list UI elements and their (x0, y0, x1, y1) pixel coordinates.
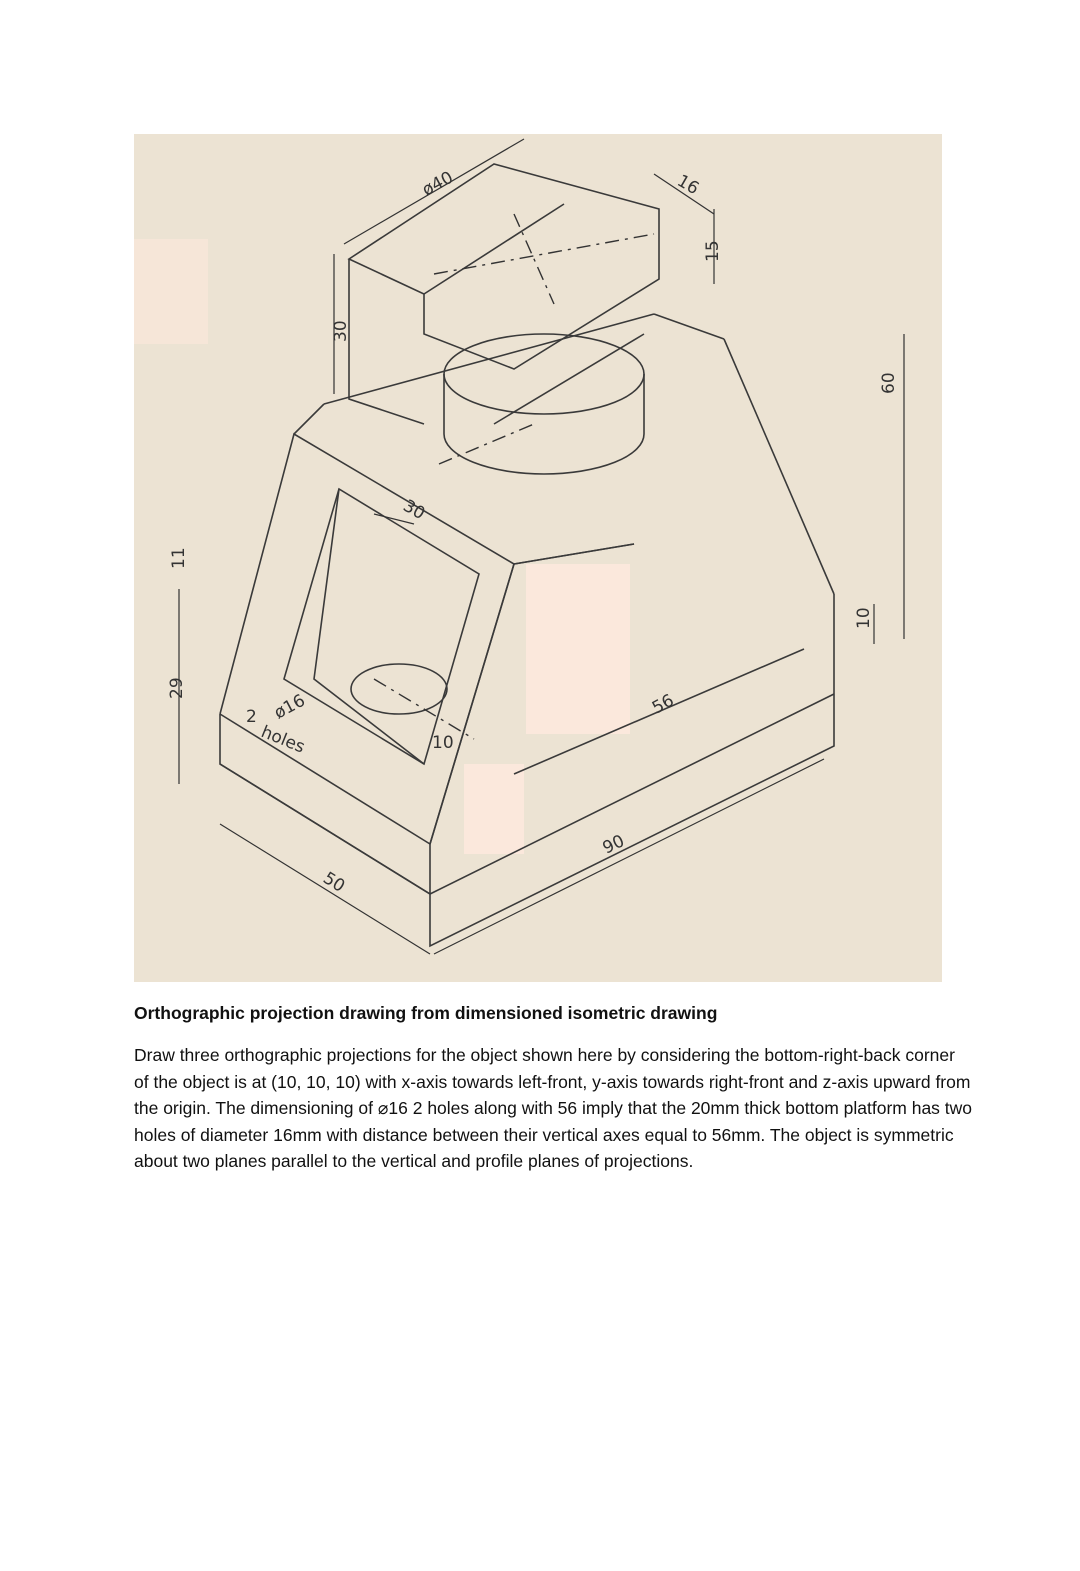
dimension-lines (179, 139, 904, 954)
object-outline (220, 164, 834, 946)
dim-15: 15 (703, 240, 723, 262)
isometric-drawing-figure (134, 134, 942, 982)
holes-count: 2 (246, 707, 257, 727)
dim-50: 50 (319, 868, 349, 897)
dim-29: 29 (167, 677, 187, 699)
blank-patch (464, 764, 524, 854)
dim-30-window: 30 (399, 496, 429, 525)
dim-90: 90 (599, 831, 628, 859)
dim-10-right: 10 (854, 607, 874, 629)
instruction-paragraph: Draw three orthographic projections for the object shown here by considering the bottom-right-back corner of the object is at (10, 10, 10) with x-axis towards left-front, y-axis towards right-front and z-axis upward from the origin. The dimensioning of ⌀16 2 holes along with 56 imply that the 20mm thick bottom platform has two holes of diameter 16mm with distance between their vertical axes equal to 56mm. The object is symmetric about two planes parallel to the vertical and profile planes of projections. (134, 1045, 973, 1171)
dim-10-mid: 10 (432, 733, 454, 753)
holes-word: holes (258, 722, 308, 758)
dim-56: 56 (648, 690, 678, 719)
blank-patch (134, 239, 208, 344)
dim-30-left: 30 (331, 320, 351, 342)
dim-d40: ø40 (418, 167, 457, 201)
isometric-drawing (134, 134, 942, 982)
hole-dia: ø16 (270, 690, 309, 724)
blank-patch (526, 564, 630, 734)
page-heading: Orthographic projection drawing from dimensioned isometric drawing (134, 1003, 718, 1023)
dim-16-top: 16 (673, 171, 703, 200)
dim-60: 60 (879, 372, 899, 394)
dim-11: 11 (169, 547, 189, 569)
